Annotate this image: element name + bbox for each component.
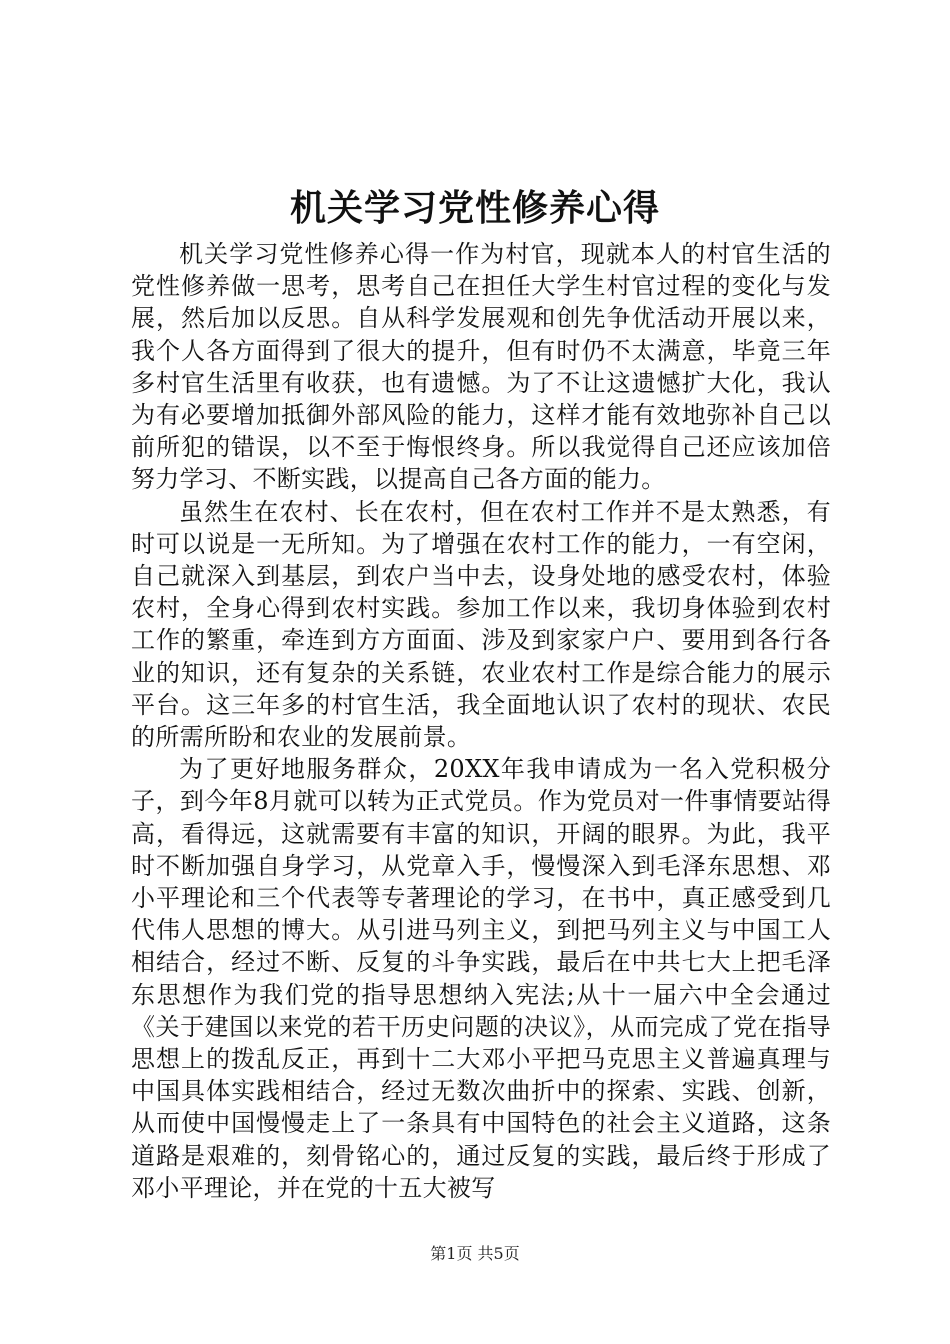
document-title: 机关学习党性修养心得 <box>289 187 660 229</box>
page-number: 第1页 共5页 <box>430 1244 520 1263</box>
page-footer <box>0 1242 950 1266</box>
paragraph-2: 虽然生在农村、长在农村，但在农村工作并不是太熟悉，有时可以说是一无所知。为了增强在农村工作的能力，一有空闲，自己就深入到基层，到农户当中去，设身处地的感受农村，体验农村，全身心得到农村实践。参加工作以来，我切身体验到农村工作的繁重，牵连到方方面面、涉及到家家户户、要用到各行各业的知识，还有复杂的关系链，农业农村工作是综合能力的展示平台。这三年多的村官生活，我全面地认识了农村的现状、农民的所需所盼和农业的发展前景。 <box>131 497 831 752</box>
document-body <box>131 238 831 1204</box>
paragraph-1: 机关学习党性修养心得一作为村官，现就本人的村官生活的党性修养做一思考，思考自己在担任大学生村官过程的变化与发展，然后加以反思。自从科学发展观和创先争优活动开展以来，我个人各方面得到了很大的提升，但有时仍不太满意，毕竟三年多村官生活里有收获，也有遗憾。为了不让这遗憾扩大化，我认为有必要增加抵御外部风险的能力，这样才能有效地弥补自己以前所犯的错误，以不至于悔恨终身。所以我觉得自己还应该加倍努力学习、不断实践，以提高自己各方面的能力。 <box>131 240 831 494</box>
paragraph-3: 为了更好地服务群众，20XX年我申请成为一名入党积极分子，到今年8月就可以转为正式党员。作为党员对一件事情要站得高，看得远，这就需要有丰富的知识，开阔的眼界。为此，我平时不断加强自身学习，从党章入手，慢慢深入到毛泽东思想、邓小平理论和三个代表等专著理论的学习，在书中，真正感受到几代伟人思想的博大。从引进马列主义，到把马列主义与中国工人相结合，经过不断、反复的斗争实践，最后在中共七大上把毛泽东思想作为我们党的指导思想纳入宪法;从十一届六中全会通过《关于建国以来党的若干历史问题的决议》，从而完成了党在指导思想上的拨乱反正，再到十二大邓小平把马克思主义普遍真理与中国具体实践相结合，经过无数次曲折中的探索、实践、创新，从而使中国慢慢走上了一条具有中国特色的社会主义道路，这条道路是艰难的，刻骨铭心的，通过反复的实践，最后终于形成了邓小平理论，并在党的十五大被写 <box>131 755 831 1202</box>
